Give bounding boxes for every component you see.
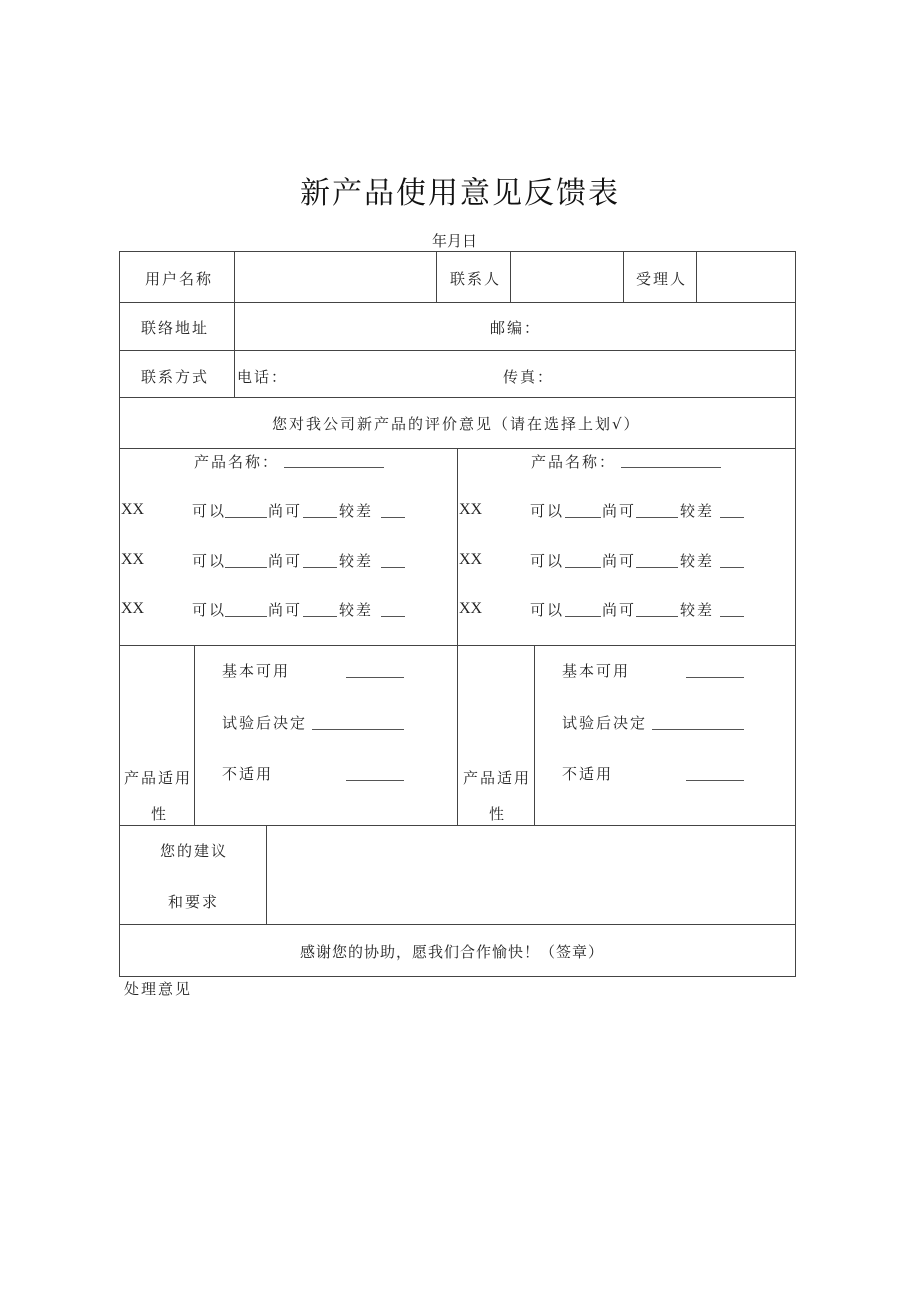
ok-blank[interactable] (225, 616, 267, 617)
ok-label: 可以 (192, 502, 227, 520)
ok-label: 可以 (530, 601, 565, 619)
contact-person-label: 联系人 (450, 270, 502, 288)
basic-usable-label: 基本可用 (562, 662, 631, 680)
not-applicable-label: 不适用 (222, 765, 274, 783)
suitability-label-line1: 产品适用 (463, 769, 532, 787)
row-divider (119, 397, 796, 398)
date-line: 年月日 (432, 232, 478, 250)
poor-blank[interactable] (381, 517, 405, 518)
fair-blank[interactable] (303, 567, 337, 568)
poor-label: 较差 (339, 552, 374, 570)
not-applicable-blank[interactable] (686, 780, 744, 781)
fair-blank[interactable] (303, 616, 337, 617)
fair-label: 尚可 (602, 601, 637, 619)
cell-divider (457, 448, 458, 825)
row-divider (119, 924, 796, 925)
product-name-blank[interactable] (284, 467, 384, 468)
suitability-label-line2: 性 (489, 805, 507, 823)
product-name-label: 产品名称： (531, 453, 617, 471)
basic-usable-blank[interactable] (346, 677, 404, 678)
decide-after-test-blank[interactable] (312, 729, 404, 730)
ok-label: 可以 (192, 601, 227, 619)
fax-label: 传真： (503, 368, 555, 386)
basic-usable-blank[interactable] (686, 677, 744, 678)
poor-blank[interactable] (381, 616, 405, 617)
user-name-field[interactable] (236, 253, 434, 300)
fair-blank[interactable] (636, 616, 678, 617)
thanks-signature-line: 感谢您的协助，愿我们合作愉快！（签章） (300, 943, 605, 961)
page-title: 新产品使用意见反馈表 (300, 176, 620, 211)
poor-label: 较差 (680, 601, 715, 619)
fair-blank[interactable] (636, 567, 678, 568)
ok-blank[interactable] (565, 517, 601, 518)
processing-opinion-label: 处理意见 (124, 980, 193, 998)
poor-blank[interactable] (720, 616, 744, 617)
fair-label: 尚可 (602, 502, 637, 520)
product-name-label: 产品名称： (194, 453, 280, 471)
poor-blank[interactable] (720, 517, 744, 518)
fair-label: 尚可 (268, 552, 303, 570)
row-divider (119, 302, 796, 303)
item-label: XX (121, 501, 145, 518)
postcode-label: 邮编： (490, 319, 542, 337)
cell-divider (234, 251, 235, 398)
fair-label: 尚可 (602, 552, 637, 570)
decide-after-test-label: 试验后决定 (222, 714, 308, 732)
evaluation-heading: 您对我公司新产品的评价意见（请在选择上划√） (272, 415, 641, 433)
cell-divider (696, 251, 697, 302)
row-divider (119, 825, 796, 826)
basic-usable-label: 基本可用 (222, 662, 291, 680)
ok-label: 可以 (530, 502, 565, 520)
suggestions-label-line2: 和要求 (168, 893, 220, 911)
ok-blank[interactable] (225, 567, 267, 568)
not-applicable-label: 不适用 (562, 765, 614, 783)
suggestions-field[interactable] (268, 827, 794, 922)
poor-blank[interactable] (381, 567, 405, 568)
user-name-label: 用户名称 (145, 270, 214, 288)
address-label: 联络地址 (141, 319, 210, 337)
cell-divider (510, 251, 511, 302)
contact-method-label: 联系方式 (141, 368, 210, 386)
suggestions-label-line1: 您的建议 (160, 842, 229, 860)
row-divider (119, 350, 796, 351)
cell-divider (266, 825, 267, 924)
product-name-blank[interactable] (621, 467, 721, 468)
item-label: XX (459, 501, 483, 518)
address-field[interactable] (236, 304, 486, 348)
handler-field[interactable] (698, 253, 794, 300)
suitability-label-line2: 性 (151, 805, 169, 823)
item-label: XX (459, 600, 483, 617)
cell-divider (436, 251, 437, 302)
poor-label: 较差 (339, 601, 374, 619)
cell-divider (623, 251, 624, 302)
item-label: XX (459, 551, 483, 568)
poor-label: 较差 (680, 552, 715, 570)
cell-divider (194, 645, 195, 825)
fair-label: 尚可 (268, 601, 303, 619)
ok-blank[interactable] (565, 567, 601, 568)
fair-label: 尚可 (268, 502, 303, 520)
fair-blank[interactable] (303, 517, 337, 518)
ok-label: 可以 (192, 552, 227, 570)
poor-blank[interactable] (720, 567, 744, 568)
ok-blank[interactable] (565, 616, 601, 617)
poor-label: 较差 (339, 502, 374, 520)
fair-blank[interactable] (636, 517, 678, 518)
not-applicable-blank[interactable] (346, 780, 404, 781)
decide-after-test-label: 试验后决定 (562, 714, 648, 732)
ok-blank[interactable] (225, 517, 267, 518)
contact-person-field[interactable] (512, 253, 621, 300)
decide-after-test-blank[interactable] (652, 729, 744, 730)
handler-label: 受理人 (636, 270, 688, 288)
cell-divider (534, 645, 535, 825)
item-label: XX (121, 600, 145, 617)
ok-label: 可以 (530, 552, 565, 570)
poor-label: 较差 (680, 502, 715, 520)
phone-label: 电话： (237, 368, 289, 386)
suitability-label-line1: 产品适用 (124, 769, 193, 787)
item-label: XX (121, 551, 145, 568)
